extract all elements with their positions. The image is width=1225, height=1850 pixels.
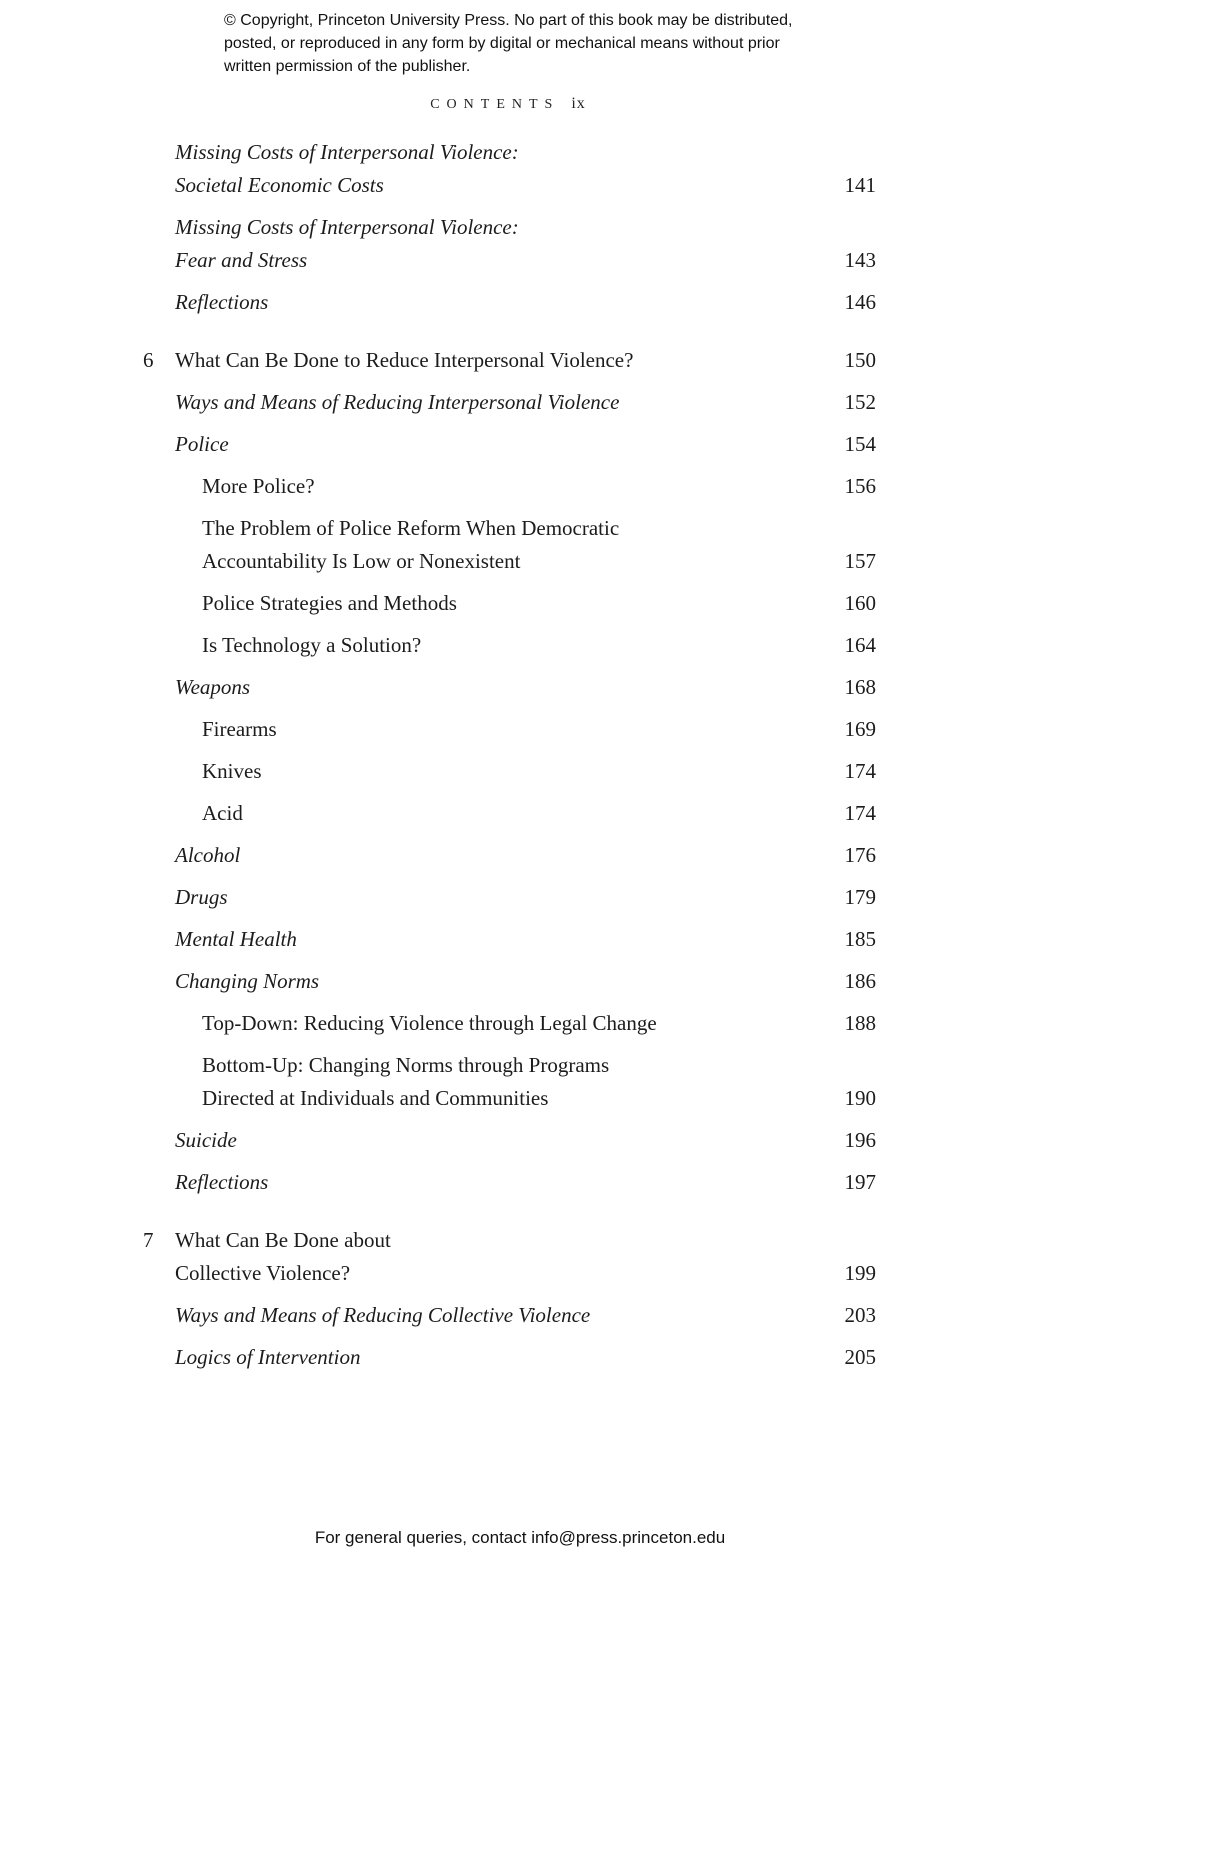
- toc-entry: [140, 211, 876, 277]
- toc-page-number: 174: [844, 801, 876, 825]
- toc-entry-title: [140, 1124, 831, 1157]
- toc-entry: [140, 1049, 876, 1115]
- toc-page-number: 186: [844, 969, 876, 993]
- contents-title: CONTENTS: [430, 97, 560, 112]
- toc-page-number: 188: [844, 1011, 876, 1035]
- toc-page-number: 205: [844, 1345, 876, 1369]
- toc-entry-line: Police: [175, 432, 229, 456]
- toc-entry-title: [140, 587, 831, 620]
- toc-entry-line: Accountability Is Low or Nonexistent: [202, 549, 521, 573]
- toc-entry-title: [140, 755, 831, 788]
- toc-page-number: 157: [844, 549, 876, 573]
- toc-page-number: 196: [844, 1128, 876, 1152]
- toc-entry-title: [140, 1049, 831, 1115]
- toc-entry-line: Ways and Means of Reducing Collective Violence: [175, 1303, 591, 1327]
- toc-page-number: 176: [844, 843, 876, 867]
- toc-entry-title: [140, 1299, 831, 1332]
- toc-entry-line: Logics of Intervention: [175, 1345, 361, 1369]
- toc-entry-line: Reflections: [175, 290, 269, 314]
- toc-entry-title: [140, 1007, 831, 1040]
- toc-entry: [140, 1341, 876, 1374]
- toc-entry-title: [140, 470, 831, 503]
- toc-entry-title: [140, 713, 831, 746]
- toc-entry-title: [140, 512, 831, 578]
- toc-entry: [140, 1124, 876, 1157]
- chapter-number: 6: [143, 348, 154, 372]
- toc-entry-title: [140, 136, 831, 202]
- toc-entry-line: Ways and Means of Reducing Interpersonal Violence: [175, 390, 620, 414]
- toc-entry: [140, 713, 876, 746]
- toc-entry: [140, 428, 876, 461]
- toc-entry-line: Fear and Stress: [175, 248, 308, 272]
- toc-page-number: 141: [844, 173, 876, 197]
- toc-entry: [140, 386, 876, 419]
- toc-entry: [140, 839, 876, 872]
- toc-entry: [140, 755, 876, 788]
- toc-page-number: 185: [844, 927, 876, 951]
- toc-page-number: 179: [844, 885, 876, 909]
- page-number-marker: ix: [571, 95, 586, 112]
- toc-entry: [140, 797, 876, 830]
- toc-entry: [140, 512, 876, 578]
- chapter-number: 7: [143, 1228, 154, 1252]
- toc-entry-line: Acid: [202, 801, 243, 825]
- running-head: [140, 95, 876, 113]
- toc-page-number: 168: [844, 675, 876, 699]
- toc-entry: [140, 1224, 876, 1290]
- toc-entry-title: [140, 881, 831, 914]
- toc-entry-title: [140, 1341, 831, 1374]
- toc-entry-line: Knives: [202, 759, 262, 783]
- toc-entry-line: More Police?: [202, 474, 315, 498]
- toc-entry-title: [140, 386, 831, 419]
- toc-page-number: 143: [844, 248, 876, 272]
- toc-entry-line: The Problem of Police Reform When Democratic: [202, 516, 620, 540]
- toc-entry-title: [140, 797, 831, 830]
- toc-entry-line: What Can Be Done about: [175, 1228, 391, 1252]
- toc-entry-title: [140, 965, 831, 998]
- toc-entry-line: What Can Be Done to Reduce Interpersonal Violence?: [175, 348, 634, 372]
- toc-entry-title: [140, 1224, 831, 1290]
- table-of-contents: [140, 136, 876, 1374]
- toc-entry-title: [140, 286, 831, 319]
- toc-page-number: 169: [844, 717, 876, 741]
- toc-entry-title: [140, 671, 831, 704]
- toc-entry-line: Alcohol: [175, 843, 241, 867]
- toc-entry-title: [140, 1166, 831, 1199]
- toc-entry-title: [140, 344, 831, 377]
- toc-entry-line: Drugs: [175, 885, 228, 909]
- footer-queries: For general queries, contact info@press.princeton.edu: [314, 1528, 726, 1547]
- toc-page-number: 152: [844, 390, 876, 414]
- toc-entry-line: Missing Costs of Interpersonal Violence:: [175, 215, 519, 239]
- toc-entry-line: Collective Violence?: [175, 1261, 351, 1285]
- toc-entry-line: Is Technology a Solution?: [202, 633, 422, 657]
- toc-page-number: 160: [844, 591, 876, 615]
- toc-entry: [140, 1166, 876, 1199]
- toc-entry-line: Directed at Individuals and Communities: [202, 1086, 549, 1110]
- toc-entry-line: Firearms: [202, 717, 277, 741]
- toc-entry-title: [140, 923, 831, 956]
- toc-page-number: 150: [844, 348, 876, 372]
- toc-entry: [140, 286, 876, 319]
- toc-page-number: 203: [844, 1303, 876, 1327]
- toc-entry-line: Changing Norms: [175, 969, 320, 993]
- toc-entry: [140, 136, 876, 202]
- toc-entry: [140, 587, 876, 620]
- toc-entry: [140, 923, 876, 956]
- toc-entry: [140, 470, 876, 503]
- toc-entry-line: Societal Economic Costs: [175, 173, 384, 197]
- toc-entry-title: [140, 629, 831, 662]
- toc-entry: [140, 629, 876, 662]
- toc-entry: [140, 1007, 876, 1040]
- toc-entry: [140, 671, 876, 704]
- toc-page-number: 164: [844, 633, 876, 657]
- toc-entry-line: Suicide: [175, 1128, 237, 1152]
- toc-page-number: 156: [844, 474, 876, 498]
- copyright-notice: © Copyright, Princeton University Press. No part of this book may be distributed, posted, or reproduced in any form by digital or mechanical means without prior written permission of the publisher.: [224, 12, 793, 75]
- toc-entry-title: [140, 839, 831, 872]
- toc-page-number: 146: [844, 290, 876, 314]
- toc-entry-title: [140, 211, 831, 277]
- toc-page-number: 154: [844, 432, 876, 456]
- toc-page-number: 199: [844, 1261, 876, 1285]
- toc-page-number: 190: [844, 1086, 876, 1110]
- toc-entry-line: Missing Costs of Interpersonal Violence:: [175, 140, 519, 164]
- toc-page-number: 197: [844, 1170, 876, 1194]
- toc-entry-line: Bottom-Up: Changing Norms through Programs: [202, 1053, 610, 1077]
- toc-entry-line: Mental Health: [175, 927, 297, 951]
- toc-entry: [140, 344, 876, 377]
- toc-entry-line: Weapons: [175, 675, 251, 699]
- toc-entry: [140, 1299, 876, 1332]
- toc-entry-line: Police Strategies and Methods: [202, 591, 457, 615]
- toc-entry: [140, 881, 876, 914]
- toc-entry: [140, 965, 876, 998]
- toc-page-number: 174: [844, 759, 876, 783]
- toc-entry-title: [140, 428, 831, 461]
- toc-entry-line: Reflections: [175, 1170, 269, 1194]
- toc-entry-line: Top-Down: Reducing Violence through Legal Change: [202, 1011, 657, 1035]
